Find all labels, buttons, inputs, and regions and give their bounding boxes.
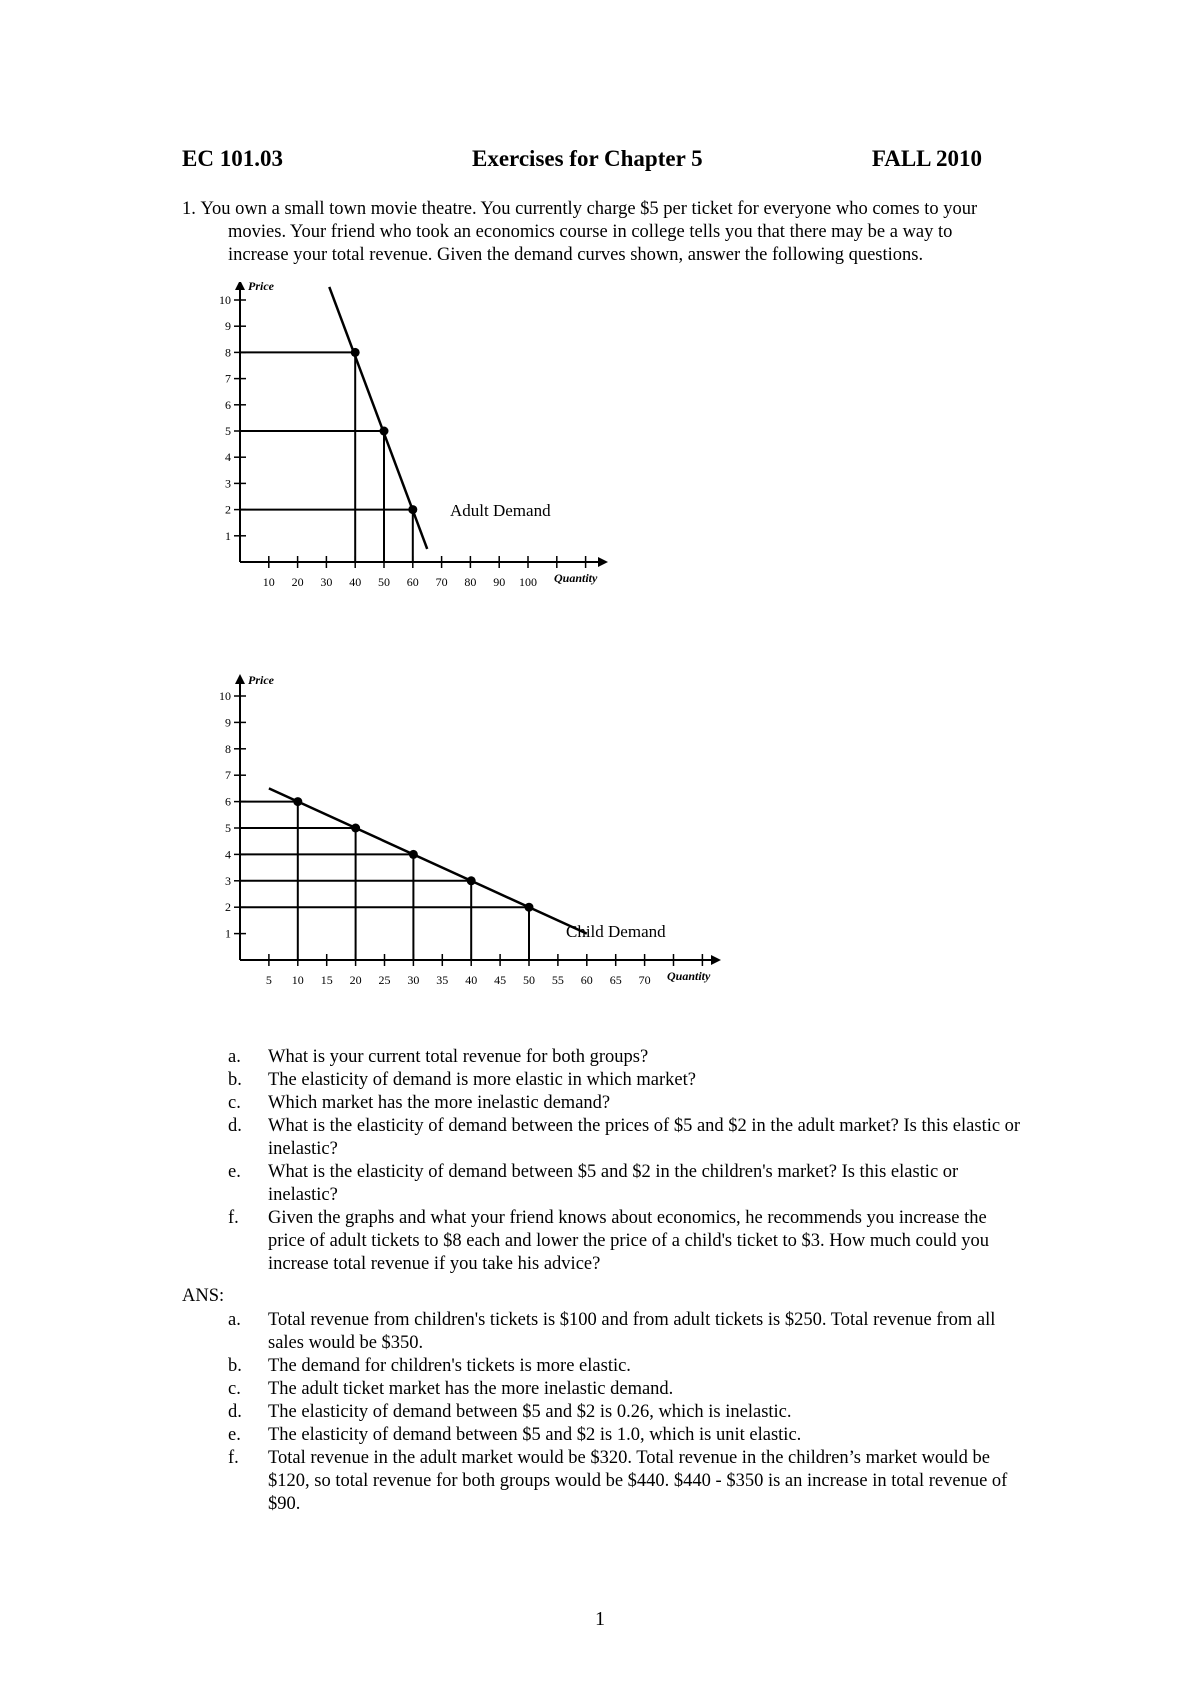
answer-item-text: The elasticity of demand between $5 and $2 is 1.0, which is unit elastic. bbox=[268, 1425, 802, 1445]
data-point bbox=[351, 824, 360, 833]
adult-demand-chart bbox=[200, 282, 620, 602]
x-tick-label: 30 bbox=[320, 575, 333, 589]
answer-item bbox=[182, 1378, 1022, 1401]
answer-item-text: The adult ticket market has the more inelastic demand. bbox=[268, 1379, 674, 1399]
question-item bbox=[182, 1207, 1022, 1276]
child-demand-chart bbox=[200, 662, 740, 1022]
x-tick-label: 45 bbox=[494, 973, 507, 987]
question-item bbox=[182, 1115, 1022, 1161]
x-tick-label: 90 bbox=[493, 575, 506, 589]
y-axis-arrow bbox=[235, 674, 245, 684]
problem-number: 1. bbox=[182, 199, 196, 219]
data-point bbox=[293, 797, 302, 806]
y-tick-label: 1 bbox=[225, 528, 231, 543]
answers-label: ANS: bbox=[182, 1286, 225, 1306]
x-axis-title: Quantity bbox=[667, 969, 711, 983]
data-point bbox=[351, 348, 360, 357]
question-item-text: The elasticity of demand is more elastic in which market? bbox=[268, 1070, 696, 1090]
answer-item-letter: a. bbox=[228, 1310, 241, 1330]
y-tick-label: 2 bbox=[225, 900, 231, 915]
question-item-letter: a. bbox=[228, 1047, 241, 1067]
y-axis-title: Price bbox=[248, 673, 274, 687]
y-tick-label: 1 bbox=[225, 926, 231, 941]
answer-list bbox=[182, 1309, 1022, 1516]
x-tick-label: 40 bbox=[465, 973, 478, 987]
answer-item-letter: d. bbox=[228, 1402, 242, 1422]
x-tick-label: 40 bbox=[349, 575, 362, 589]
y-tick-label: 4 bbox=[225, 847, 231, 862]
x-tick-label: 80 bbox=[464, 575, 477, 589]
curve-label: Adult Demand bbox=[450, 501, 551, 520]
y-axis-arrow bbox=[235, 282, 245, 290]
x-tick-label: 70 bbox=[638, 973, 651, 987]
y-tick-label: 2 bbox=[225, 502, 231, 517]
data-point bbox=[467, 876, 476, 885]
question-item-text: What is the elasticity of demand between the prices of $5 and $2 in the adult market? Is this elastic or inelastic? bbox=[268, 1116, 1021, 1159]
term-label: FALL 2010 bbox=[871, 146, 982, 171]
data-point bbox=[409, 850, 418, 859]
x-tick-label: 10 bbox=[291, 973, 304, 987]
y-tick-label: 5 bbox=[225, 424, 231, 438]
data-point bbox=[408, 505, 417, 514]
y-tick-label: 3 bbox=[225, 476, 231, 491]
y-tick-label: 6 bbox=[225, 397, 231, 412]
data-point bbox=[380, 427, 389, 436]
problem-statement bbox=[182, 198, 1012, 268]
y-tick-label: 9 bbox=[225, 715, 231, 730]
x-tick-label: 15 bbox=[320, 973, 333, 987]
x-axis-title: Quantity bbox=[554, 571, 598, 585]
y-tick-label: 9 bbox=[225, 319, 231, 334]
x-tick-label: 100 bbox=[519, 575, 537, 589]
y-tick-label: 8 bbox=[225, 345, 231, 360]
x-axis-arrow bbox=[711, 955, 721, 965]
x-tick-label: 60 bbox=[580, 973, 593, 987]
question-item bbox=[182, 1092, 1022, 1115]
answer-item-text: Total revenue in the adult market would be $320. Total revenue in the children’s market would be $120, so total revenue for both groups would be $440. $440 - $350 is an increase in total revenue of $90. bbox=[268, 1448, 1008, 1514]
question-item-letter: e. bbox=[228, 1162, 241, 1182]
demand-curve bbox=[269, 788, 587, 933]
adult-demand-graph bbox=[200, 282, 620, 602]
question-item bbox=[182, 1069, 1022, 1092]
question-item-letter: f. bbox=[228, 1208, 239, 1228]
answer-item-text: Total revenue from children's tickets is $100 and from adult tickets is $250. Total revenue from all sales would be $350. bbox=[268, 1310, 996, 1353]
x-tick-label: 35 bbox=[436, 973, 449, 987]
child-demand-graph bbox=[200, 662, 740, 1022]
question-item-text: What is your current total revenue for both groups? bbox=[268, 1047, 649, 1067]
answer-item bbox=[182, 1447, 1022, 1516]
x-axis-arrow bbox=[598, 557, 608, 567]
x-tick-label: 70 bbox=[435, 575, 448, 589]
y-tick-label: 7 bbox=[225, 768, 231, 783]
data-point bbox=[525, 903, 534, 912]
x-tick-label: 30 bbox=[407, 973, 420, 987]
x-tick-label: 50 bbox=[378, 575, 390, 589]
question-item-text: What is the elasticity of demand between $5 and $2 in the children's market? Is this elastic or inelastic? bbox=[268, 1162, 959, 1205]
answer-item bbox=[182, 1401, 1022, 1424]
y-tick-label: 10 bbox=[219, 293, 231, 307]
y-tick-label: 8 bbox=[225, 741, 231, 756]
answer-item bbox=[182, 1424, 1022, 1447]
question-list bbox=[182, 1046, 1022, 1276]
x-tick-label: 20 bbox=[349, 973, 362, 987]
page-title: Exercises for Chapter 5 bbox=[472, 146, 703, 171]
page-header bbox=[182, 146, 982, 176]
question-item-letter: d. bbox=[228, 1116, 242, 1136]
y-tick-label: 10 bbox=[219, 689, 231, 703]
y-axis-title: Price bbox=[248, 282, 274, 293]
course-code: EC 101.03 bbox=[182, 146, 283, 171]
answer-item-text: The elasticity of demand between $5 and $2 is 0.26, which is inelastic. bbox=[268, 1402, 792, 1422]
x-tick-label: 55 bbox=[551, 973, 564, 987]
answer-item-letter: f. bbox=[228, 1448, 239, 1468]
answer-item-text: The demand for children's tickets is more elastic. bbox=[268, 1356, 631, 1376]
question-item bbox=[182, 1161, 1022, 1207]
x-tick-label: 20 bbox=[291, 575, 304, 589]
y-tick-label: 4 bbox=[225, 450, 231, 465]
answer-item bbox=[182, 1309, 1022, 1355]
answer-item-letter: c. bbox=[228, 1379, 241, 1399]
question-item-text: Which market has the more inelastic demand? bbox=[268, 1093, 611, 1113]
curve-label: Child Demand bbox=[566, 922, 666, 941]
y-tick-label: 7 bbox=[225, 371, 231, 386]
question-item bbox=[182, 1046, 1022, 1069]
answer-item-letter: e. bbox=[228, 1425, 241, 1445]
question-item-letter: b. bbox=[228, 1070, 242, 1090]
x-tick-label: 60 bbox=[406, 575, 419, 589]
question-item-letter: c. bbox=[228, 1093, 241, 1113]
page-number: 1 bbox=[595, 1608, 605, 1630]
y-tick-label: 6 bbox=[225, 794, 231, 809]
x-tick-label: 10 bbox=[262, 575, 275, 589]
question-item-text: Given the graphs and what your friend knows about economics, he recommends you increase the price of adult tickets to $8 each and lower the price of a child's ticket to $3. How much could you increase total revenue if you take his advice? bbox=[268, 1208, 990, 1274]
x-tick-label: 65 bbox=[609, 973, 622, 987]
answer-item bbox=[182, 1355, 1022, 1378]
answer-item-letter: b. bbox=[228, 1356, 242, 1376]
x-tick-label: 25 bbox=[378, 973, 391, 987]
x-tick-label: 50 bbox=[523, 973, 535, 987]
x-tick-label: 5 bbox=[265, 973, 272, 987]
y-tick-label: 3 bbox=[225, 873, 231, 888]
y-tick-label: 5 bbox=[225, 821, 231, 835]
problem-text: You own a small town movie theatre. You currently charge $5 per ticket for everyone who comes to your movies. Your friend who took an economics course in college tells you that there may be a way to increase your total revenue. Given the demand curves shown, answer the following questions. bbox=[200, 199, 978, 266]
